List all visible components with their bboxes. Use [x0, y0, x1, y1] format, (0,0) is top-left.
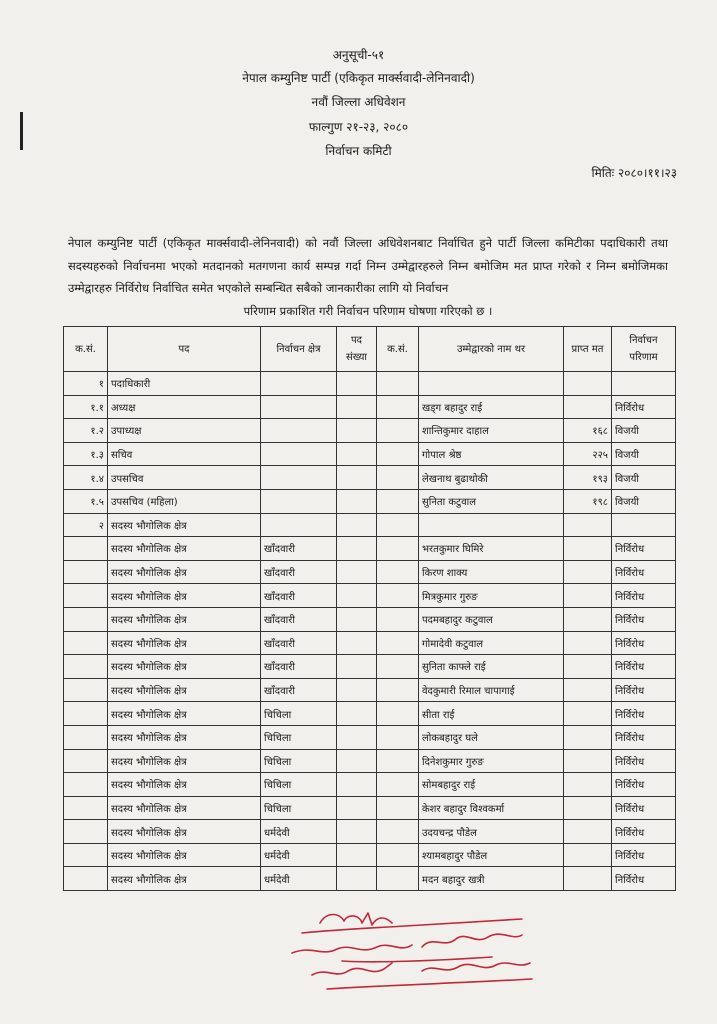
table-cell: सदस्य भौगोलिक क्षेत्र: [108, 678, 261, 702]
signature-text: प्रमुख निर्वाचन अधिकृत अधिकृत: [422, 1005, 434, 1006]
table-cell: १९८: [564, 489, 612, 513]
table-cell: १.३: [64, 442, 108, 466]
table-cell: खाँदवारी: [261, 607, 337, 631]
event-title: नवौं जिल्ला अधिवेशन: [311, 95, 406, 109]
table-cell: सुनिता कटुवाल: [419, 489, 564, 513]
table-cell: [337, 867, 377, 891]
table-cell: निर्विरोध: [612, 584, 676, 608]
table-cell: [64, 773, 108, 797]
table-cell: मित्रकुमार गुरुङ: [419, 584, 564, 608]
table-cell: [337, 843, 377, 867]
table-row: [64, 584, 676, 608]
table-cell: खाँदवारी: [261, 655, 337, 679]
table-cell: सदस्य भौगोलिक क्षेत्र: [108, 725, 261, 749]
table-cell: [564, 584, 612, 608]
table-cell: उपाध्यक्ष: [108, 419, 261, 443]
table-cell: सदस्य भौगोलिक क्षेत्र: [108, 537, 261, 561]
table-cell: [337, 584, 377, 608]
table-row: [64, 702, 676, 726]
table-cell: २२५: [564, 442, 612, 466]
table-cell: [64, 584, 108, 608]
table-cell: निर्विरोध: [612, 560, 676, 584]
table-cell: [64, 560, 108, 584]
table-cell: वेदकुमारी रिमाल चापागाई: [419, 678, 564, 702]
table-cell: [612, 513, 676, 537]
table-cell: [564, 749, 612, 773]
table-cell: [377, 419, 419, 443]
table-cell: [64, 702, 108, 726]
table-row: [64, 843, 676, 867]
table-cell: [377, 820, 419, 844]
table-cell: [64, 725, 108, 749]
table-cell: सदस्य भौगोलिक क्षेत्र: [108, 867, 261, 891]
table-cell: [64, 537, 108, 561]
table-cell: [377, 702, 419, 726]
table-cell: निर्विरोध: [612, 678, 676, 702]
table-cell: [337, 466, 377, 490]
party-name: नेपाल कम्युनिष्ट पार्टी (एकिकृत मार्क्सवादी-लेनिनवादी): [242, 71, 475, 85]
table-cell: [337, 796, 377, 820]
table-cell: [564, 655, 612, 679]
table-cell: [377, 372, 419, 396]
table-cell: १.५: [64, 489, 108, 513]
table-cell: [64, 678, 108, 702]
table-cell: [64, 867, 108, 891]
table-cell: [261, 513, 337, 537]
table-cell: [337, 372, 377, 396]
table-cell: [564, 820, 612, 844]
table-cell: शान्तिकुमार दाहाल: [419, 419, 564, 443]
table-row: [64, 513, 676, 537]
table-cell: लोकबहादुर घले: [419, 725, 564, 749]
table-cell: चिचिला: [261, 749, 337, 773]
table-cell: [337, 820, 377, 844]
table-cell: [564, 725, 612, 749]
table-cell: खाँदवारी: [261, 560, 337, 584]
table-cell: [337, 725, 377, 749]
table-row: [64, 749, 676, 773]
table-cell: निर्विरोध: [612, 537, 676, 561]
table-cell: खाँदवारी: [261, 537, 337, 561]
table-cell: उदयचन्द्र पौडेल: [419, 820, 564, 844]
table-cell: [337, 678, 377, 702]
table-cell: १.१: [64, 395, 108, 419]
column-header: पद: [108, 327, 261, 372]
table-cell: [564, 372, 612, 396]
column-header: क.सं.: [377, 327, 419, 372]
table-cell: [377, 773, 419, 797]
table-cell: सदस्य भौगोलिक क्षेत्र: [108, 820, 261, 844]
table-cell: [377, 560, 419, 584]
table-cell: [337, 560, 377, 584]
table-cell: सदस्य भौगोलिक क्षेत्र: [108, 655, 261, 679]
table-row: [64, 655, 676, 679]
table-cell: [377, 466, 419, 490]
table-cell: [337, 419, 377, 443]
table-cell: निर्विरोध: [612, 725, 676, 749]
table-cell: खड्ग बहादुर राई: [419, 395, 564, 419]
table-cell: [261, 466, 337, 490]
table-cell: [64, 820, 108, 844]
table-cell: निर्विरोध: [612, 607, 676, 631]
table-row: [64, 607, 676, 631]
table-row: [64, 560, 676, 584]
table-cell: [64, 607, 108, 631]
table-cell: मदन बहादुर खत्री: [419, 867, 564, 891]
table-cell: १६८: [564, 419, 612, 443]
table-cell: लेखनाथ बुढाथोकी: [419, 466, 564, 490]
table-cell: [564, 395, 612, 419]
table-cell: [261, 419, 337, 443]
table-cell: केशर बहादुर विश्वकर्मा: [419, 796, 564, 820]
table-row: [64, 773, 676, 797]
table-cell: [64, 631, 108, 655]
table-cell: गोमादेवी कटुवाल: [419, 631, 564, 655]
table-cell: [337, 537, 377, 561]
table-cell: २: [64, 513, 108, 537]
table-cell: [564, 773, 612, 797]
table-cell: [337, 749, 377, 773]
intro-text-last: परिणाम प्रकाशित गरी निर्वाचन परिणाम घोषणा गरिएको छ ।: [243, 303, 493, 318]
table-cell: [564, 678, 612, 702]
table-cell: [377, 678, 419, 702]
table-cell: सदस्य भौगोलिक क्षेत्र: [108, 843, 261, 867]
column-header: प्राप्त मत: [564, 327, 612, 372]
table-cell: सदस्य भौगोलिक क्षेत्र: [108, 607, 261, 631]
table-cell: गोपाल श्रेष्ठ: [419, 442, 564, 466]
table-cell: [377, 796, 419, 820]
table-cell: सदस्य भौगोलिक क्षेत्र: [108, 773, 261, 797]
table-cell: [261, 395, 337, 419]
column-header: पद संख्या: [337, 327, 377, 372]
table-row: [64, 489, 676, 513]
table-cell: धर्मदेवी: [261, 867, 337, 891]
table-cell: [337, 513, 377, 537]
table-cell: [419, 372, 564, 396]
table-cell: [337, 773, 377, 797]
table-cell: सदस्य भौगोलिक क्षेत्र: [108, 584, 261, 608]
table-cell: [64, 796, 108, 820]
table-cell: [564, 607, 612, 631]
column-header: क.सं.: [64, 327, 108, 372]
table-cell: [64, 843, 108, 867]
table-cell: निर्विरोध: [612, 702, 676, 726]
table-cell: सदस्य भौगोलिक क्षेत्र: [108, 560, 261, 584]
table-cell: [377, 513, 419, 537]
table-cell: सदस्य भौगोलिक क्षेत्र: [108, 749, 261, 773]
table-cell: [261, 372, 337, 396]
table-cell: निर्विरोध: [612, 867, 676, 891]
table-cell: धर्मदेवी: [261, 820, 337, 844]
table-cell: श्यामबहादुर पौडेल: [419, 843, 564, 867]
table-cell: निर्विरोध: [612, 773, 676, 797]
table-cell: उपसचिव: [108, 466, 261, 490]
annex-number: अनुसूची-५१: [332, 48, 385, 62]
table-cell: [564, 631, 612, 655]
table-cell: सदस्य भौगोलिक क्षेत्र: [108, 513, 261, 537]
table-cell: [377, 725, 419, 749]
table-cell: सचिव: [108, 442, 261, 466]
table-row: [64, 867, 676, 891]
table-cell: निर्विरोध: [612, 796, 676, 820]
table-cell: [337, 489, 377, 513]
table-cell: निर्विरोध: [612, 631, 676, 655]
intro-paragraph: [68, 232, 668, 322]
table-cell: निर्विरोध: [612, 395, 676, 419]
table-cell: [261, 442, 337, 466]
table-cell: [377, 395, 419, 419]
table-cell: [337, 702, 377, 726]
signature: [282, 905, 562, 1015]
table-cell: धर्मदेवी: [261, 843, 337, 867]
table-cell: चिचिला: [261, 796, 337, 820]
results-table: [63, 326, 676, 891]
table-cell: [564, 537, 612, 561]
table-cell: [377, 607, 419, 631]
table-cell: [377, 584, 419, 608]
table-cell: १९३: [564, 466, 612, 490]
table-cell: [612, 372, 676, 396]
table-cell: [377, 631, 419, 655]
table-cell: सदस्य भौगोलिक क्षेत्र: [108, 796, 261, 820]
table-row: [64, 372, 676, 396]
intro-text: नेपाल कम्युनिष्ट पार्टी (एकिकृत मार्क्सवादी-लेनिनवादी) को नवौं जिल्ला अधिवेशनबाट निर्वाचित हुने पार्टी जिल्ला कमिटीका पदाधिकारी तथा सदस्यहरुको निर्वाचनमा भएको मतदानको मतगणना कार्य सम्पन्न गर्दा निम्न उम्मेद्वारहरुले निम्न बमोजिम मत प्राप्त गरेको र निम्न बमोजिमका उम्मेद्वारहरु निर्विरोध निर्वाचित समेत भएकोले सम्बन्धित सबैको जानकारीका लागि यो निर्वाचन: [68, 236, 668, 295]
table-cell: [337, 395, 377, 419]
table-cell: खाँदवारी: [261, 631, 337, 655]
table-cell: निर्विरोध: [612, 843, 676, 867]
table-cell: सदस्य भौगोलिक क्षेत्र: [108, 702, 261, 726]
table-cell: चिचिला: [261, 773, 337, 797]
table-row: [64, 442, 676, 466]
table-cell: चिचिला: [261, 702, 337, 726]
table-cell: सोमबहादुर राई: [419, 773, 564, 797]
table-cell: [564, 560, 612, 584]
table-cell: विजयी: [612, 419, 676, 443]
table-cell: सीता राई: [419, 702, 564, 726]
table-cell: किरण शाक्य: [419, 560, 564, 584]
table-cell: [337, 442, 377, 466]
table-cell: १.४: [64, 466, 108, 490]
table-row: [64, 725, 676, 749]
table-cell: दिनेशकुमार गुरुङ: [419, 749, 564, 773]
table-cell: [377, 442, 419, 466]
committee-title: निर्वाचन कमिटी: [325, 144, 392, 158]
table-cell: [377, 489, 419, 513]
table-cell: १: [64, 372, 108, 396]
table-cell: [377, 867, 419, 891]
table-cell: सुनिता काफ्ले राई: [419, 655, 564, 679]
column-header: निर्वाचन क्षेत्र: [261, 327, 337, 372]
table-cell: [564, 796, 612, 820]
table-row: [64, 631, 676, 655]
event-dates: फाल्गुण २१-२३, २०८०: [308, 120, 409, 134]
table-cell: [377, 655, 419, 679]
table-cell: भरतकुमार घिमिरे: [419, 537, 564, 561]
table-cell: अध्यक्ष: [108, 395, 261, 419]
table-cell: [419, 513, 564, 537]
table-cell: [377, 843, 419, 867]
table-cell: विजयी: [612, 442, 676, 466]
column-header: निर्वाचन परिणाम: [612, 327, 676, 372]
table-row: [64, 466, 676, 490]
table-row: [64, 419, 676, 443]
table-cell: [261, 489, 337, 513]
table-cell: [564, 702, 612, 726]
table-cell: [377, 537, 419, 561]
table-cell: निर्विरोध: [612, 820, 676, 844]
table-cell: [564, 843, 612, 867]
table-cell: विजयी: [612, 466, 676, 490]
table-row: [64, 395, 676, 419]
table-cell: [64, 749, 108, 773]
table-cell: निर्विरोध: [612, 655, 676, 679]
column-header: उम्मेद्वारको नाम थर: [419, 327, 564, 372]
table-cell: खाँदवारी: [261, 678, 337, 702]
table-cell: १.२: [64, 419, 108, 443]
table-cell: [337, 631, 377, 655]
table-cell: [337, 655, 377, 679]
table-cell: [377, 749, 419, 773]
table-cell: [564, 513, 612, 537]
table-cell: सदस्य भौगोलिक क्षेत्र: [108, 631, 261, 655]
table-cell: खाँदवारी: [261, 584, 337, 608]
table-cell: पदाधिकारी: [108, 372, 261, 396]
table-cell: उपसचिव (महिला): [108, 489, 261, 513]
table-cell: [564, 867, 612, 891]
document-date: मितिः २०८०।११।२३: [591, 166, 677, 180]
table-row: [64, 796, 676, 820]
table-cell: पदमबहादुर कटुवाल: [419, 607, 564, 631]
table-cell: विजयी: [612, 489, 676, 513]
table-cell: निर्विरोध: [612, 749, 676, 773]
table-header-row: [64, 327, 676, 372]
table-cell: [337, 607, 377, 631]
table-cell: [64, 655, 108, 679]
table-row: [64, 678, 676, 702]
table-row: [64, 820, 676, 844]
table-cell: चिचिला: [261, 725, 337, 749]
table-row: [64, 537, 676, 561]
